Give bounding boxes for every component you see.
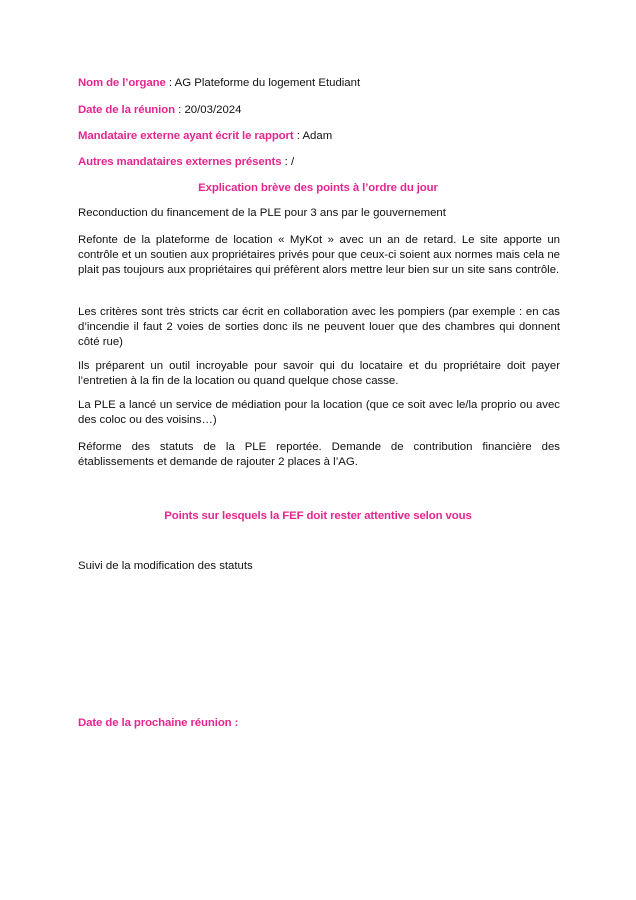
agenda-paragraph: Réforme des statuts de la PLE reportée. Demande de contribution financière des établissements et demande de rajouter 2 places à l’AG. [78,441,560,468]
meeting-date-value: 20/03/2024 [184,104,242,116]
agenda-heading: Explication brève des points à l’ordre du jour [198,182,438,194]
organ-name-separator: : [165,77,175,89]
other-mandataires-field [78,155,294,169]
other-mandataires-separator: : [281,156,291,168]
organ-name-label: Nom de l’organe [78,77,166,89]
other-mandataires-value: / [290,156,295,168]
other-mandataires-label: Autres mandataires externes présents [78,156,282,168]
agenda-paragraph: Reconduction du financement de la PLE pour 3 ans par le gouvernement [78,207,446,219]
organ-name-value: AG Plateforme du logement Etudiant [174,77,361,89]
report-author-separator: : [293,130,303,142]
organ-name-field [78,76,360,90]
next-meeting-field [78,716,238,730]
attention-text: Suivi de la modification des statuts [78,560,253,572]
meeting-date-label: Date de la réunion [78,104,175,116]
attention-heading: Points sur lesquels la FEF doit rester attentive selon vous [164,510,472,522]
agenda-paragraph: Refonte de la plateforme de location « MyKot » avec un an de retard. Le site apporte un contrôle et un soutien aux propriétaires privés pour que ceux-ci soient aux normes mais cela ne plait pas toujours aux propriétaires qui préfèrent alors mettre leur bien sur un site sans contrôle. [78,234,560,276]
next-meeting-separator: : [231,717,239,729]
meeting-date-field [78,103,241,117]
agenda-paragraph: Ils préparent un outil incroyable pour savoir qui du locataire et du propriétaire doit payer l’entretien à la fin de la location ou quand quelque chose casse. [78,360,560,387]
meeting-date-separator: : [174,104,185,116]
report-author-label: Mandataire externe ayant écrit le rapport [78,130,294,142]
agenda-paragraph: Les critères sont très stricts car écrit en collaboration avec les pompiers (par exemple : en cas d’incendie il faut 2 voies de sorties donc ils ne peuvent louer que des chambres qui donnent côté rue) [78,306,560,348]
report-author-value: Adam [302,130,333,142]
agenda-paragraph: La PLE a lancé un service de médiation pour la location (que ce soit avec le/la proprio ou avec des coloc ou des voisins…) [78,399,560,426]
next-meeting-label: Date de la prochaine réunion [78,717,232,729]
report-author-field [78,129,332,143]
